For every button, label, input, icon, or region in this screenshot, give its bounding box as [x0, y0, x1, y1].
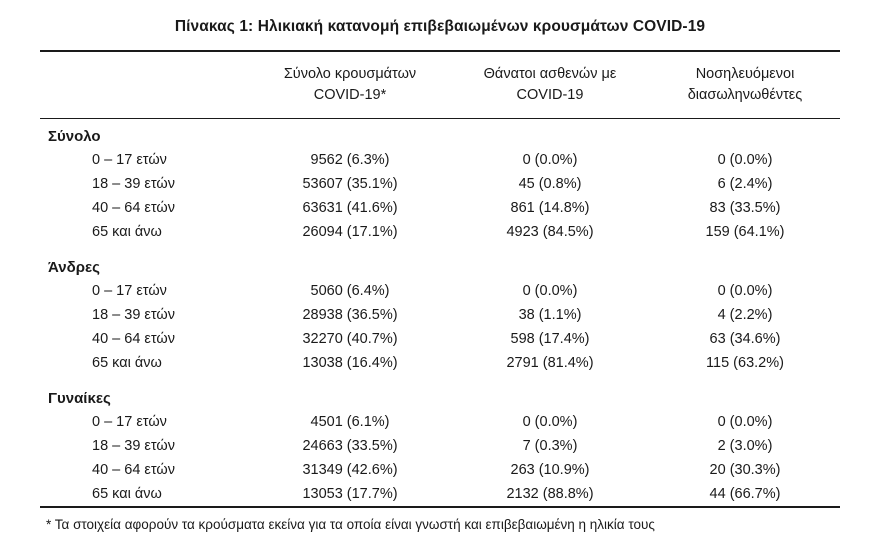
- row-cases: 13038 (16.4%): [302, 355, 398, 372]
- row-label: 18 – 39 ετών: [92, 438, 175, 455]
- table-row: [40, 148, 840, 172]
- row-deaths: 2791 (81.4%): [506, 355, 594, 372]
- row-intubated: 63 (34.6%): [709, 331, 781, 348]
- row-intubated: 20 (30.3%): [709, 462, 781, 479]
- row-cases: 26094 (17.1%): [302, 224, 398, 241]
- table-row: [40, 196, 840, 220]
- table-row: [40, 220, 840, 244]
- row-intubated: 44 (66.7%): [709, 486, 781, 503]
- row-cases: 32270 (40.7%): [302, 331, 398, 348]
- row-deaths: 263 (10.9%): [510, 462, 590, 479]
- row-cases: 53607 (35.1%): [302, 176, 398, 193]
- header-deaths-line1: Θάνατοι ασθενών με: [483, 66, 617, 82]
- row-label: 40 – 64 ετών: [92, 462, 175, 479]
- row-deaths: 0 (0.0%): [522, 152, 578, 169]
- row-deaths: 0 (0.0%): [522, 414, 578, 431]
- table-row: [40, 434, 840, 458]
- row-cases: 4501 (6.1%): [310, 414, 390, 431]
- table-row: [40, 172, 840, 196]
- header-total-cases-line1: Σύνολο κρουσμάτων: [283, 66, 417, 82]
- row-label: 0 – 17 ετών: [92, 283, 167, 300]
- group-label-women: Γυναίκες: [48, 390, 111, 408]
- row-cases: 5060 (6.4%): [310, 283, 390, 300]
- row-deaths: 38 (1.1%): [518, 307, 582, 324]
- row-intubated: 6 (2.4%): [717, 176, 773, 193]
- row-cases: 31349 (42.6%): [302, 462, 398, 479]
- row-cases: 24663 (33.5%): [302, 438, 398, 455]
- row-intubated: 4 (2.2%): [717, 307, 773, 324]
- row-label: 65 και άνω: [92, 224, 162, 241]
- row-intubated: 0 (0.0%): [717, 414, 773, 431]
- row-intubated: 159 (64.1%): [705, 224, 785, 241]
- covid-age-distribution-table: [40, 50, 840, 508]
- table-row: [40, 410, 840, 434]
- table-row: [40, 327, 840, 351]
- table-row: [40, 458, 840, 482]
- row-deaths: 598 (17.4%): [510, 331, 590, 348]
- row-deaths: 45 (0.8%): [518, 176, 582, 193]
- header-intubated: [650, 52, 840, 119]
- row-deaths: 0 (0.0%): [522, 283, 578, 300]
- row-label: 0 – 17 ετών: [92, 152, 167, 169]
- table-row: [40, 303, 840, 327]
- page-title: Πίνακας 1: Ηλικιακή κατανομή επιβεβαιωμένων κρουσμάτων COVID-19: [174, 18, 706, 35]
- row-deaths: 4923 (84.5%): [506, 224, 594, 241]
- header-blank: [40, 52, 250, 119]
- header-deaths: [450, 52, 650, 119]
- table-header-row: [40, 52, 840, 119]
- row-intubated: 0 (0.0%): [717, 283, 773, 300]
- row-intubated: 115 (63.2%): [706, 355, 784, 372]
- group-label-men: Άνδρες: [48, 259, 100, 277]
- group-label-total: Σύνολο: [48, 128, 101, 146]
- table-row: [40, 482, 840, 507]
- row-deaths: 2132 (88.8%): [506, 486, 594, 503]
- table-group-header: [40, 250, 840, 279]
- header-deaths-line2: COVID-19: [516, 87, 584, 104]
- header-total-cases: [250, 52, 450, 119]
- row-label: 65 και άνω: [92, 355, 162, 372]
- header-intubated-line1: Νοσηλευόμενοι: [695, 66, 795, 82]
- table-footnote: * Τα στοιχεία αφορούν τα κρούσματα εκείνα για τα οποία είναι γνωστή και επιβεβαιωμένη η ηλικία τους: [46, 517, 655, 533]
- row-label: 0 – 17 ετών: [92, 414, 167, 431]
- table-row: [40, 279, 840, 303]
- row-cases: 28938 (36.5%): [302, 307, 398, 324]
- row-label: 65 και άνω: [92, 486, 162, 503]
- row-cases: 13053 (17.7%): [302, 486, 398, 503]
- row-label: 40 – 64 ετών: [92, 200, 175, 217]
- row-label: 18 – 39 ετών: [92, 176, 175, 193]
- row-cases: 63631 (41.6%): [302, 200, 398, 217]
- row-intubated: 0 (0.0%): [717, 152, 773, 169]
- row-cases: 9562 (6.3%): [310, 152, 390, 169]
- row-deaths: 7 (0.3%): [522, 438, 578, 455]
- row-deaths: 861 (14.8%): [510, 200, 590, 217]
- row-label: 18 – 39 ετών: [92, 307, 175, 324]
- table-row: [40, 351, 840, 375]
- table-group-header: [40, 119, 840, 148]
- header-intubated-line2: διασωληνωθέντες: [687, 87, 803, 104]
- table-group-header: [40, 381, 840, 410]
- row-intubated: 83 (33.5%): [709, 200, 781, 217]
- row-label: 40 – 64 ετών: [92, 331, 175, 348]
- header-total-cases-line2: COVID-19*: [313, 87, 387, 104]
- row-intubated: 2 (3.0%): [717, 438, 773, 455]
